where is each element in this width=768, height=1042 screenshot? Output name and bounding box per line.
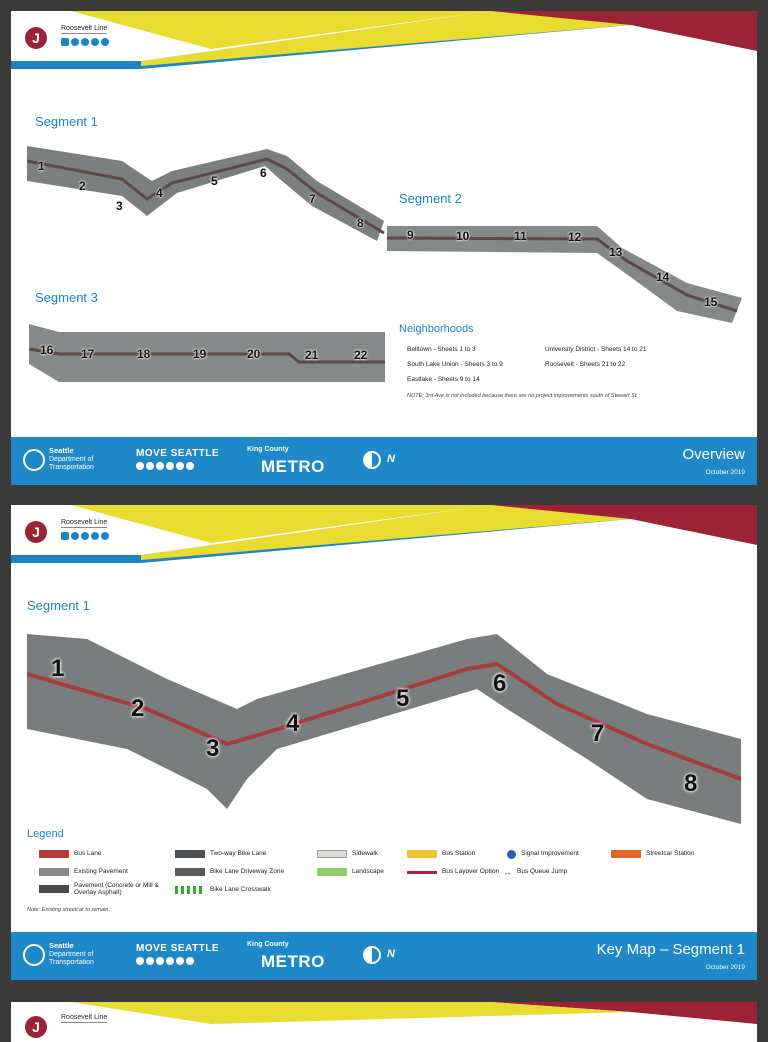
legend-item-bike-driveway: Bike Lane Driveway Zone [175,868,284,876]
sdot-logo-icon [23,944,45,966]
segment3-label-21: 21 [305,348,319,362]
sheet-label-4: 4 [286,710,300,737]
sheet-label-3: 3 [206,735,220,762]
move-seattle-logo: MOVE SEATTLE [136,943,220,954]
person-icon [91,38,99,46]
legend-item-bus-station: Bus Station [407,850,475,858]
king-county-logo: King County [247,941,289,948]
sdot-logo-icon [23,449,45,471]
legend-item-bus-layover: Bus Layover Option [407,868,502,875]
neighborhood-item: Roosevelt - Sheets 21 to 22 [545,361,626,368]
line-name: Roosevelt Line [61,1014,108,1021]
king-county-logo: King County [247,446,289,453]
rapid-icon [71,38,79,46]
segment1-title: Segment 1 [35,114,98,129]
slide-header [11,505,757,563]
line-icons [61,38,109,46]
line-name: Roosevelt Line [61,25,108,32]
accessible-icon [101,532,109,540]
footer-date: October 2019 [705,469,745,476]
neighborhood-item: University District - Sheets 14 to 21 [545,346,647,353]
person-icon [91,532,99,540]
sdot-logo-text: Seattle Department of Transportation [49,446,94,471]
sheet-label-1: 1 [51,655,65,682]
segment3-label-17: 17 [81,347,95,361]
slide-footer [11,932,757,980]
line-badge: J [25,1016,47,1038]
overview-slide [11,11,757,485]
footer-date: October 2019 [705,964,745,971]
legend-note: Note: Existing streetcar to remain. [27,907,110,913]
segment1-label-6: 6 [260,166,267,180]
neighborhood-item: Belltown - Sheets 1 to 3 [407,346,476,353]
sheet-label-5: 5 [396,685,410,712]
key-map-slide [11,505,757,980]
legend-item-streetcar-station: Streetcar Station [611,850,694,858]
legend-item-two-way-bike-lane: Two-way Bike Lane [175,850,266,858]
sheet-label-8: 8 [684,770,698,797]
move-seattle-logo: MOVE SEATTLE [136,448,220,459]
metro-logo: METRO [261,457,325,476]
segment2-label-14: 14 [656,270,670,284]
signal-icon [507,850,516,859]
segment1-detail-map [27,629,741,824]
move-seattle-icons [136,462,194,470]
bus-icon [61,38,69,46]
segment3-label-19: 19 [193,347,207,361]
legend-item-signal-improvement: Signal Improvement [507,850,579,859]
north-arrow-icon [363,451,381,469]
segment1-label-8: 8 [357,216,364,230]
legend-item-sidewalk: Sidewalk [317,850,378,858]
header-stripes [11,1002,757,1042]
segment1-label-3: 3 [116,199,123,213]
segment2-title: Segment 2 [399,191,462,206]
move-seattle-icons [136,957,194,965]
north-letter: N [387,453,395,465]
neighborhood-item: South Lake Union - Sheets 3 to 9 [407,361,503,368]
sheet-label-7: 7 [591,720,605,747]
slide-header [11,11,757,69]
segment2-label-12: 12 [568,230,582,244]
segment3-label-22: 22 [354,348,368,362]
line-badge: J [25,27,47,49]
key-map-title: Segment 1 [27,598,90,613]
footer-title: Overview [682,446,745,463]
segment3-label-18: 18 [137,347,151,361]
legend-item-pavement: Pavement (Concrete or Mill & Overlay Asphalt) [39,882,179,896]
legend-title: Legend [27,828,64,840]
segment1-label-4: 4 [156,186,163,200]
footer-title: Key Map – Segment 1 [596,941,745,958]
legend-item-bus-lane: Bus Lane [39,850,101,858]
segment2-label-13: 13 [609,245,623,259]
wifi-icon [81,532,89,540]
line-name: Roosevelt Line [61,519,108,526]
header-stripes [11,11,757,69]
north-letter: N [387,948,395,960]
segment3-label-16: 16 [40,343,54,357]
accessible-icon [101,38,109,46]
segment2-label-9: 9 [407,228,414,242]
overview-note: NOTE: 3rd Ave is not included because there are no project improvements south of Stewart St. [407,393,638,399]
neighborhoods-title: Neighborhoods [399,323,474,335]
rapid-icon [71,532,79,540]
line-icons [61,532,109,540]
sheet-label-2: 2 [131,695,145,722]
slide-footer [11,437,757,485]
wifi-icon [81,38,89,46]
queue-jump-arrow-icon: ↔ [503,867,512,877]
legend-item-bike-crosswalk: Bike Lane Crosswalk [175,886,271,894]
line-badge: J [25,521,47,543]
header-stripes [11,505,757,563]
segment2-label-15: 15 [704,295,718,309]
segment2-label-11: 11 [514,229,527,243]
segment1-label-7: 7 [309,192,316,206]
segment3-label-20: 20 [247,347,261,361]
legend-item-existing-pavement: Existing Pavement [39,868,128,876]
segment3-title: Segment 3 [35,290,98,305]
neighborhood-item: Eastlake - Sheets 9 to 14 [407,376,480,383]
legend-item-bus-queue-jump: ↔ Bus Queue Jump [503,867,568,877]
bus-icon [61,532,69,540]
sheet-label-6: 6 [493,670,507,697]
segment2-map [387,223,743,323]
segment1-label-5: 5 [211,174,218,188]
segment1-map [27,141,385,246]
north-arrow-icon [363,946,381,964]
segment1-label-1: 1 [38,159,45,173]
sdot-logo-text: Seattle Department of Transportation [49,941,94,966]
next-slide-partial [11,1002,757,1042]
legend-item-landscape: Landscape [317,868,384,876]
segment2-label-10: 10 [456,229,470,243]
segment1-label-2: 2 [79,179,86,193]
metro-logo: METRO [261,952,325,971]
